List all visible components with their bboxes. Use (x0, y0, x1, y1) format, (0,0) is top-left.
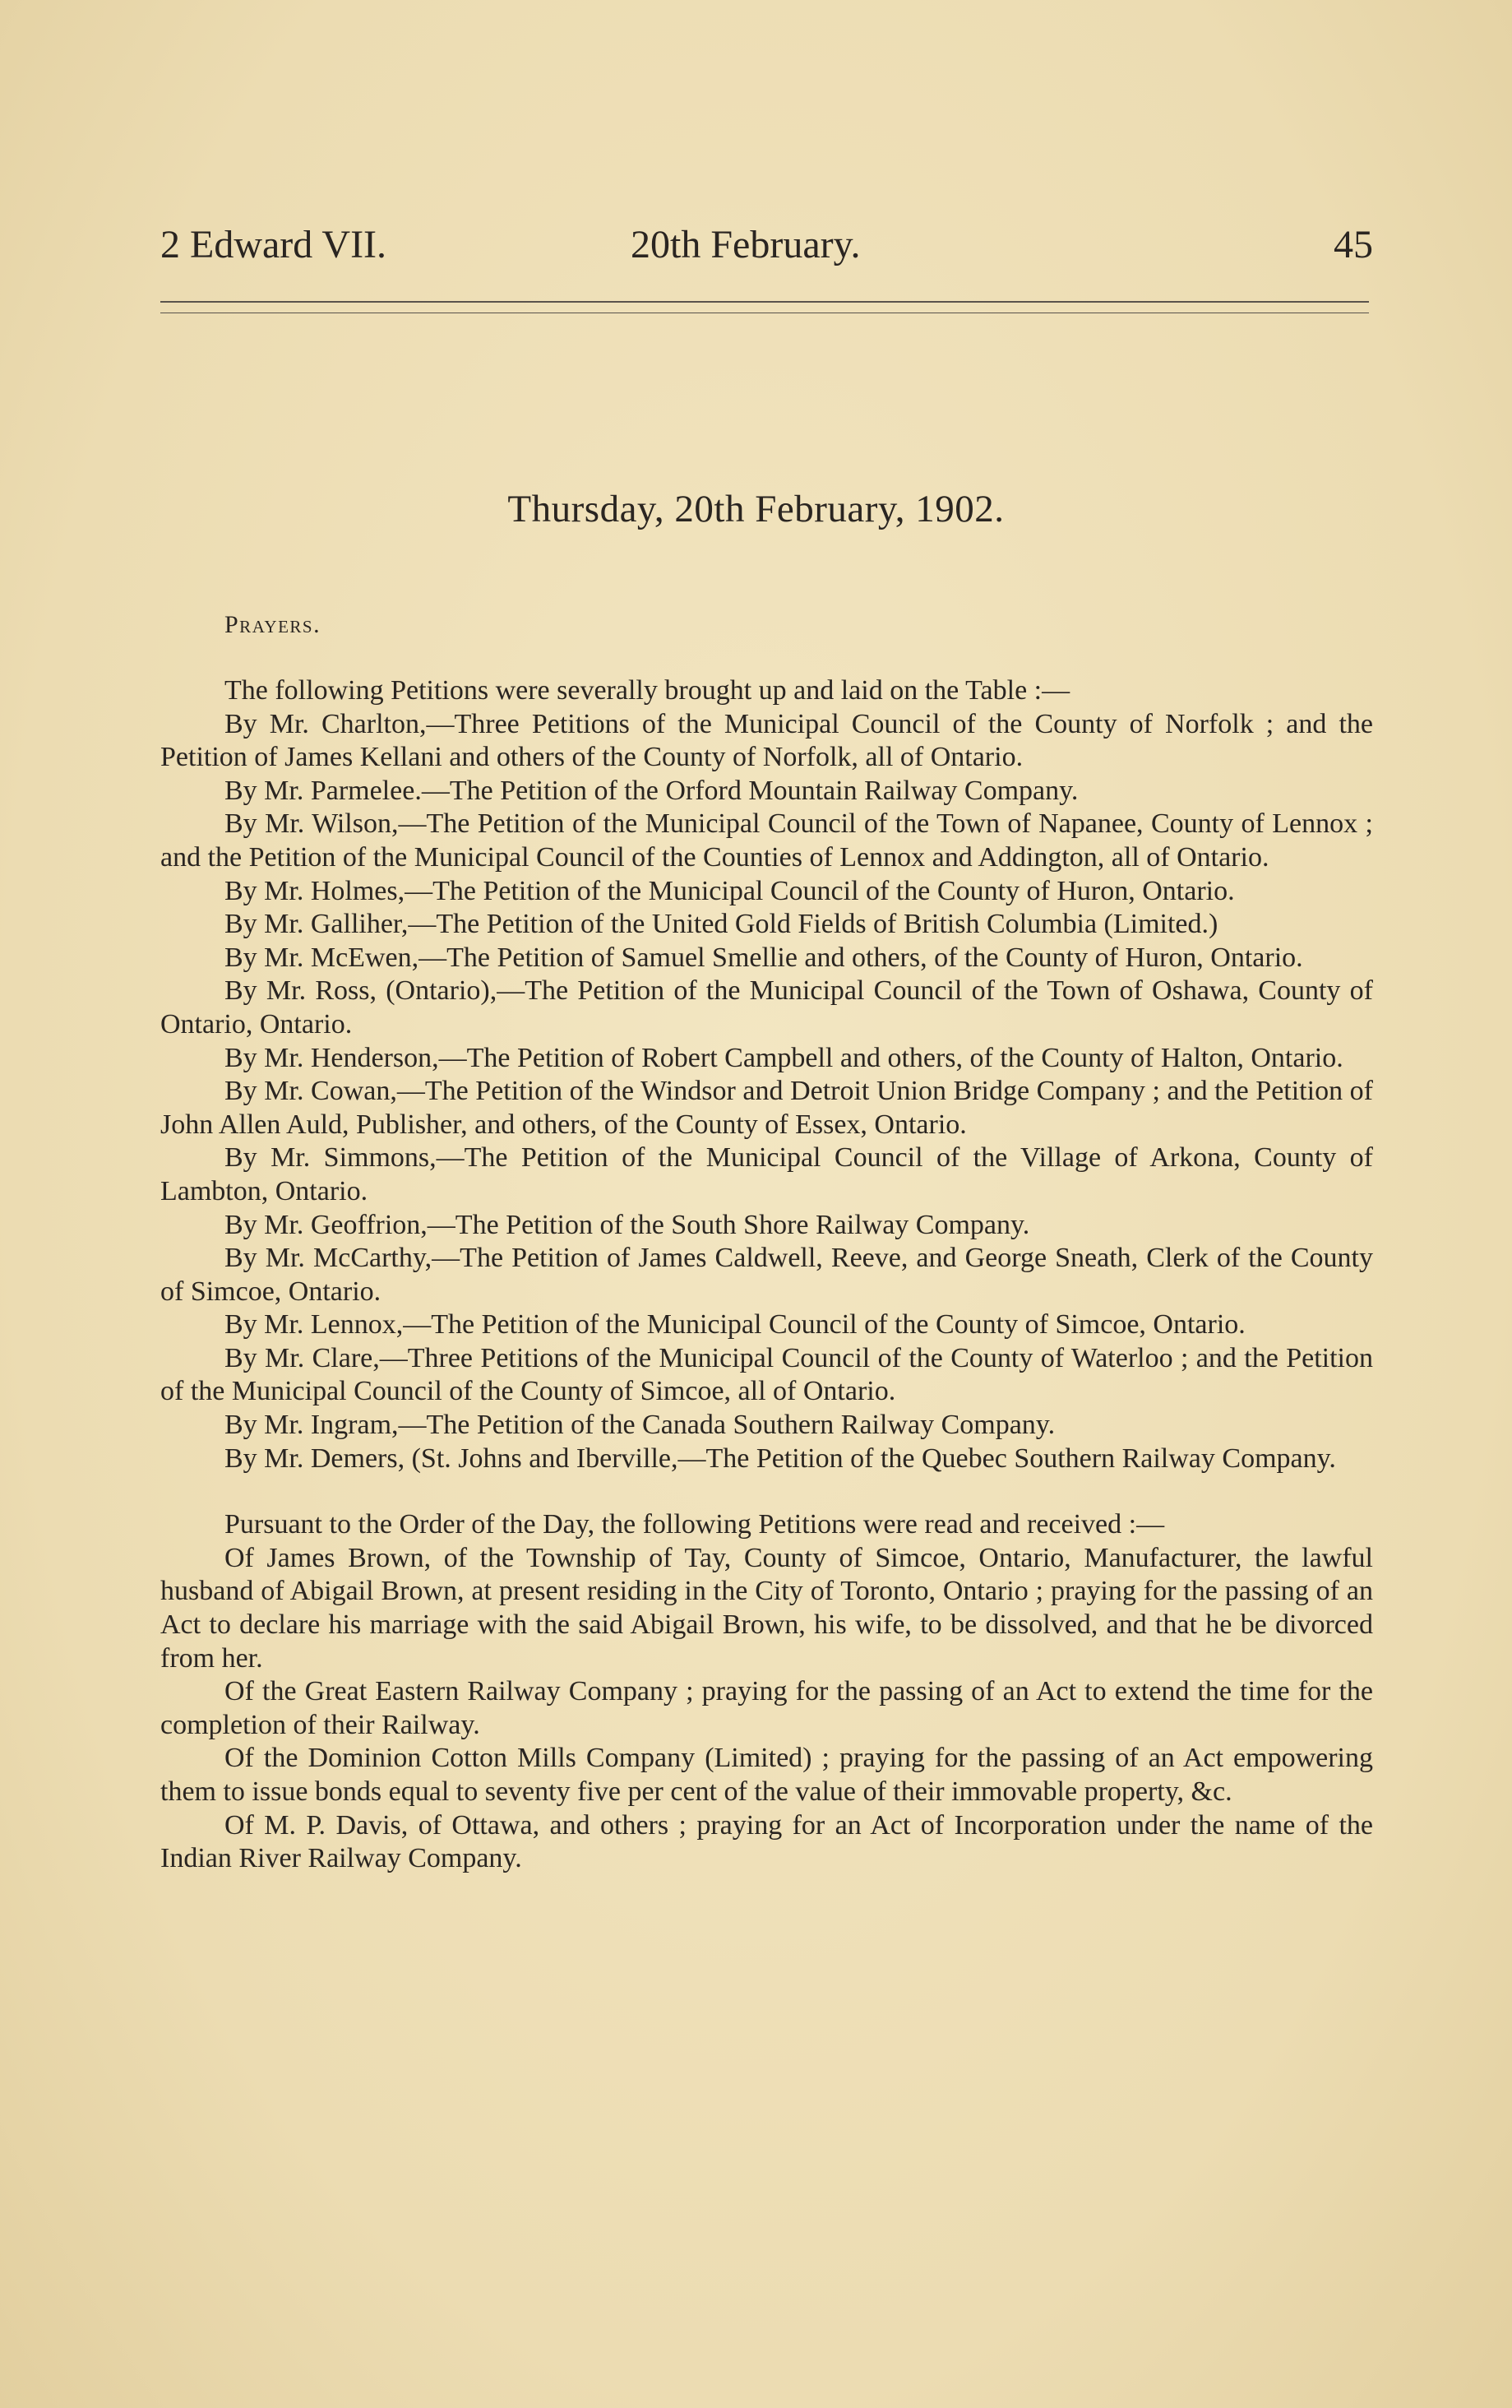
petition-entry: By Mr. Ingram,—The Petition of the Canada Southern Railway Company. (224, 1410, 1056, 1441)
received-petition: Of the Dominion Cotton Mills Company (Limited) ; praying for the passing of an Act empowering them to issue bonds equal to seventy five per cent of the value of their immovable property, &c. (160, 1743, 1373, 1807)
petition-entry: By Mr. Galliher,—The Petition of the United Gold Fields of British Columbia (Limited.) (224, 909, 1218, 940)
petition-entry: By Mr. Ross, (Ontario),—The Petition of the Municipal Council of the Town of Oshawa, County of Ontario, Ontario. (160, 975, 1373, 1040)
header-date: 20th February. (631, 223, 861, 266)
petitions-intro: The following Petitions were severally brought up and laid on the Table :— (224, 675, 1070, 706)
prayers-heading: Prayers. (224, 611, 321, 638)
petition-entry: By Mr. Clare,—Three Petitions of the Municipal Council of the County of Waterloo ; and the Petition of the Municipal Council of the County of Simcoe, all of Ontario. (160, 1342, 1373, 1407)
received-petition: Of the Great Eastern Railway Company ; praying for the passing of an Act to extend the time for the completion of their Railway. (160, 1676, 1373, 1740)
petition-entry: By Mr. Parmelee.—The Petition of the Orford Mountain Railway Company. (224, 775, 1079, 806)
petition-entry: By Mr. Holmes,—The Petition of the Municipal Council of the County of Huron, Ontario. (224, 875, 1235, 906)
petition-entry: By Mr. Wilson,—The Petition of the Municipal Council of the Town of Napanee, County of Lennox ; and the Petition of the Municipal Council of the Counties of Lennox and Addington, all of Ontario. (160, 808, 1373, 873)
petition-entry: By Mr. McEwen,—The Petition of Samuel Smellie and others, of the County of Huron, Ontario. (224, 942, 1303, 973)
petition-entry: By Mr. Lennox,—The Petition of the Municipal Council of the County of Simcoe, Ontario. (224, 1309, 1246, 1341)
received-petition: Of M. P. Davis, of Ottawa, and others ; praying for an Act of Incorporation under the name of the Indian River Railway Company. (160, 1809, 1373, 1874)
petition-entry: By Mr. Charlton,—Three Petitions of the Municipal Council of the County of Norfolk ; and the Petition of James Kellani and others of the County of Norfolk, all of Ontario. (160, 708, 1373, 773)
petition-entry: By Mr. Geoffrion,—The Petition of the South Shore Railway Company. (224, 1209, 1030, 1240)
sitting-date-title: Thursday, 20th February, 1902. (507, 488, 1005, 530)
page-number: 45 (1334, 223, 1373, 266)
petition-entry: By Mr. Simmons,—The Petition of the Municipal Council of the Village of Arkona, County of Lambton, Ontario. (160, 1142, 1373, 1206)
petition-entry: By Mr. Cowan,—The Petition of the Windsor and Detroit Union Bridge Company ; and the Petition of John Allen Auld, Publisher, and others, of the County of Essex, Ontario. (160, 1076, 1373, 1140)
received-petition: Of James Brown, of the Township of Tay, County of Simcoe, Ontario, Manufacturer, the lawful husband of Abigail Brown, at present residing in the City of Toronto, Ontario ; praying for the passing of an Act to declare his marriage with the said Abigail Brown, his wife, to be dissolved, and that he be divorced from her. (160, 1542, 1373, 1674)
petition-entry: By Mr. Henderson,—The Petition of Robert Campbell and others, of the County of Halton, Ontario. (224, 1042, 1343, 1073)
petition-entry: By Mr. McCarthy,—The Petition of James Caldwell, Reeve, and George Sneath, Clerk of the County of Simcoe, Ontario. (160, 1243, 1373, 1307)
received-intro: Pursuant to the Order of the Day, the following Petitions were read and received :— (224, 1509, 1165, 1540)
header-rule-thick (160, 301, 1369, 303)
running-header (160, 220, 1373, 270)
header-regnal-year: 2 Edward VII. (160, 223, 387, 266)
journal-body (160, 674, 1373, 1876)
petition-entry: By Mr. Demers, (St. Johns and Iberville,—The Petition of the Quebec Southern Railway Company. (224, 1442, 1336, 1474)
